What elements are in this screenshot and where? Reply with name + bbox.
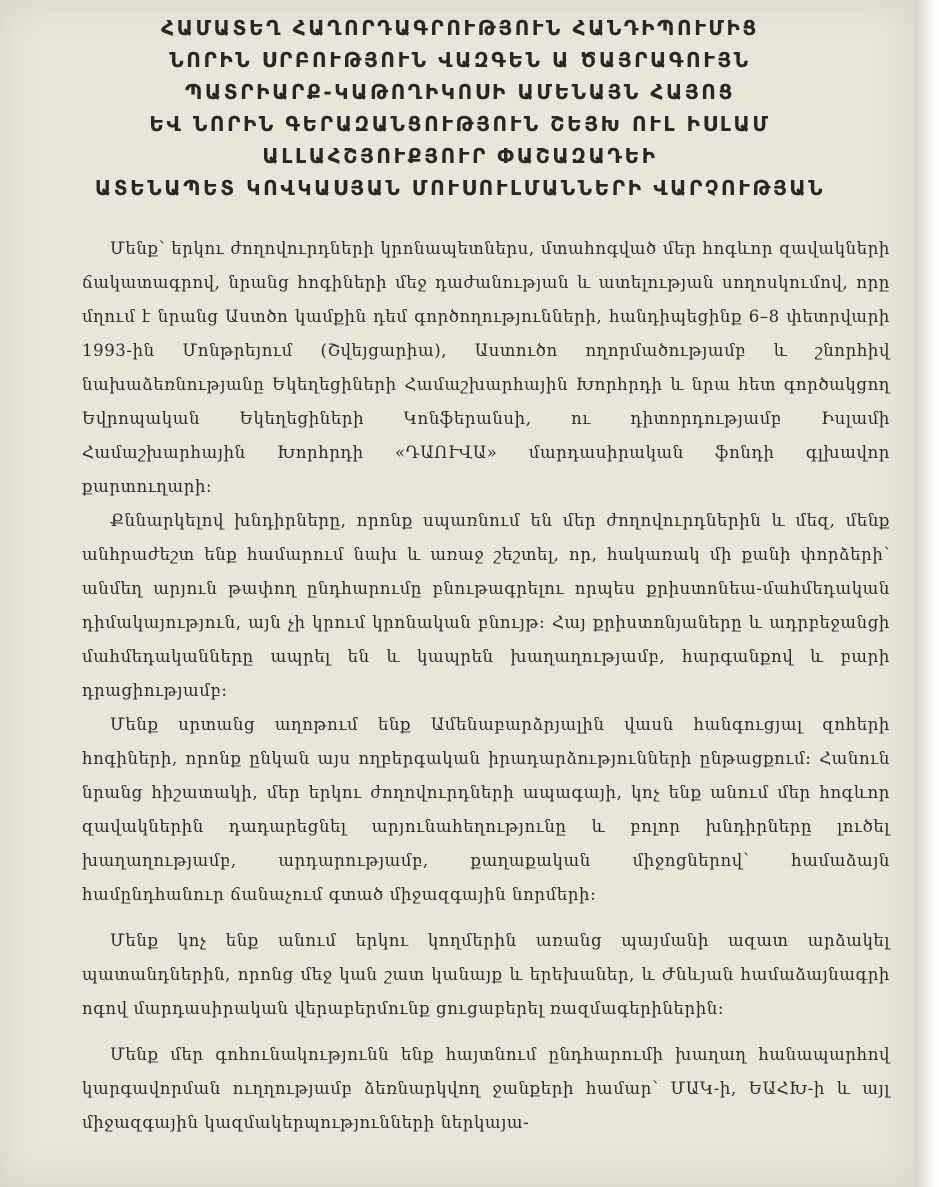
heading-line-1: ՀԱՄԱՏԵՂ ՀԱՂՈՐԴԱԳՐՈՒԹՅՈՒՆ ՀԱՆԴԻՊՈՒՄԻՑ [160, 16, 759, 40]
heading-line-3: ՊԱՏՐԻԱՐՔ-ԿԱԹՈՂԻԿՈՍԻ ԱՄԵՆԱՅՆ ՀԱՅՈՑ [184, 80, 736, 104]
paragraph-2: Քննարկելով խնդիրները, որոնք սպառնում են մեր ժողովուրդներին և մեզ, մենք անհրաժեշտ ենք համարում նախ և առաջ շեշտել, որ, հակառակ մի քանի փորձերի՝ անմեղ արյուն թափող ընդհարումը բնութագրելու որպես քրիստոնեա-մահմեդական դիմակայություն, այն չի կրում կրոնական բնույթ: Հայ քրիստոնյաները և ադրբեջանցի մահմեդականները ապրել են և կապրեն խաղաղությամբ, հարգանքով և բարի դրացիությամբ: [82, 511, 890, 700]
heading-line-2: ՆՈՐԻՆ ՍՐԲՈՒԹՅՈՒՆ ՎԱԶԳԵՆ Ա ԾԱՅՐԱԳՈՒՅՆ [169, 48, 751, 72]
document-body [82, 232, 890, 1140]
heading-line-4: ԵՎ ՆՈՐԻՆ ԳԵՐԱԶԱՆՑՈՒԹՅՈՒՆ ՇԵՅԽ ՈՒԼ ԻՍԼԱՄ [149, 112, 771, 136]
document-heading [40, 12, 880, 204]
paragraph-4: Մենք կոչ ենք անում երկու կողմերին առանց պայմանի ազատ արձակել պատանդներին, որոնց մեջ կան շատ կանայք և երեխաներ, և Ժնևյան համաձայնագրի ոգով մարդասիրական վերաբերմունք ցուցաբերել ռազմագերիներին: [82, 931, 890, 1018]
heading-line-6: ԱՏԵՆԱՊԵՏ ԿՈՎԿԱՍՅԱՆ ՄՈՒՍՈՒԼՄԱՆՆԵՐԻ ՎԱՐՉՈՒԹՅԱՆ [94, 176, 826, 200]
paragraph-3: Մենք սրտանց աղոթում ենք Ամենաբարձրյալին վասն հանգուցյալ զոհերի հոգիների, որոնք ընկան այս ողբերգական իրադարձությունների ընթացքում: Հանուն նրանց հիշատակի, մեր երկու ժողովուրդների ապագայի, կոչ ենք անում մեր հոգևոր զավակներին դադարեցնել արյունահեղությունը և բոլոր խնդիրները լուծել խաղաղությամբ, արդարությամբ, քաղաքական միջոցներով՝ համաձայն համընդհանուր ճանաչում գտած միջազգային նորմերի: [82, 715, 890, 904]
paragraph-1: Մենք՝ երկու ժողովուրդների կրոնապետներս, մտահոգված մեր հոգևոր զավակների ճակատագրով, նրանց հոգիների մեջ դաժանության և ատելության սողոսկումով, որը մղում է նրանց Աստծո կամքին դեմ գործողությունների, հանդիպեցինք 6–8 փետրվարի 1993-ին Մոնթրեյում (Շվեյցարիա), Աստուծո ողորմածությամբ և շնորհիվ նախաձեռնությանը Եկեղեցիների Համաշխարհային Խորհրդի և նրա հետ գործակցող Եվրոպական Եկեղեցիների Կոնֆերանսի, ու դիտորդությամբ Իսլամի Համաշխարհային Խորհրդի «ԴԱՈՒՎԱ» մարդասիրական ֆոնդի գլխավոր քարտուղարի: [82, 239, 890, 496]
heading-line-5: ԱԼԼԱՀՇՅՈՒՔՅՈՒՐ ՓԱՇԱԶԱԴԵԻ [262, 144, 658, 168]
page-edge [915, 0, 939, 1187]
paragraph-5: Մենք մեր գոհունակությունն ենք հայտնում ընդհարումի խաղաղ հանապարհով կարգավորման ուղղությամբ ձեռնարկվող ջանքերի համար՝ ՄԱԿ-ի, ԵԱՀԽ-ի և այլ միջազգային կազմակերպությունների ներկայա- [82, 1045, 890, 1132]
